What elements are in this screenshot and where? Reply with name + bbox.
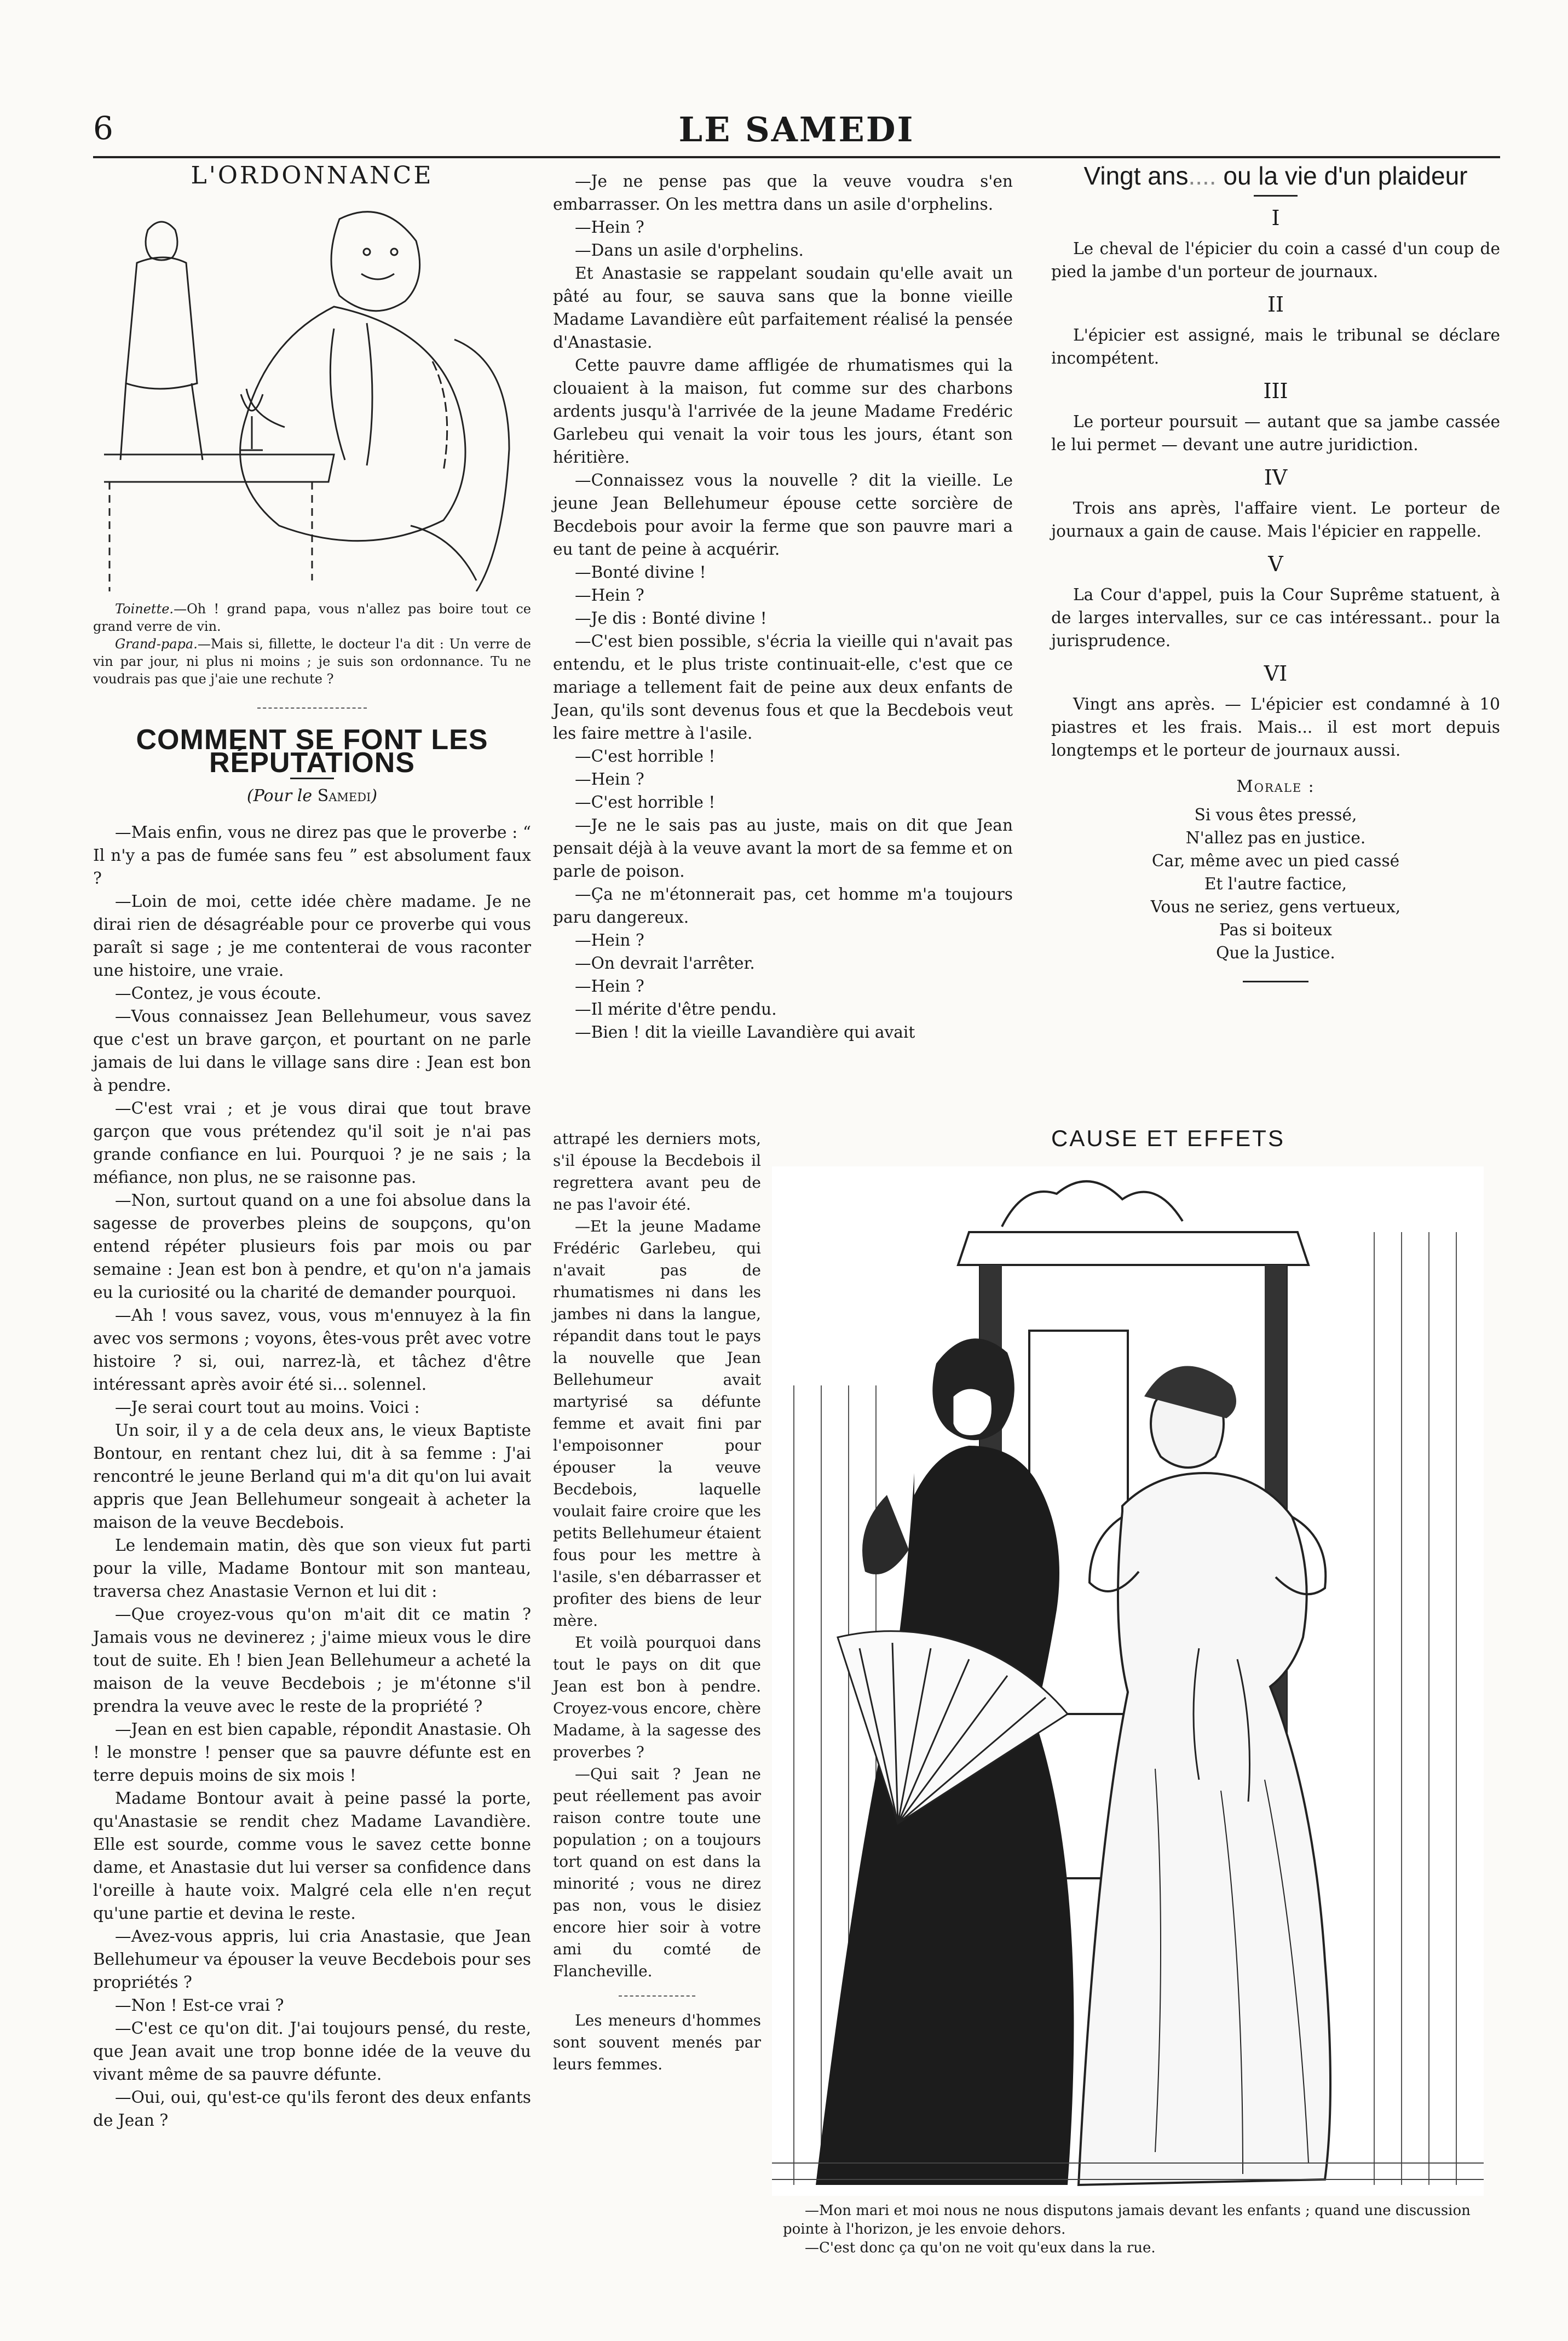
ordonnance-caption — [93, 600, 531, 688]
reputations-byline: (Pour le Samedi) — [246, 786, 378, 806]
caption-speaker-2: Grand-papa. — [115, 636, 198, 652]
paragraph: —Ça ne m'étonnerait pas, cet homme m'a toujours paru dangereux. — [553, 885, 1013, 927]
caption-speaker-1: Toinette. — [115, 601, 174, 617]
caption-line-2: —C'est donc ça qu'on ne voit qu'eux dans la rue. — [805, 2240, 1156, 2256]
reputations-heading: COMMENT SE FONT LES RÉPUTATIONS — [136, 724, 488, 779]
cause-caption — [783, 2201, 1489, 2257]
paragraph: —Oui, oui, qu'est-ce qu'ils feront des deux enfants de Jean ? — [93, 2088, 531, 2130]
section-text: Le porteur poursuit — autant que sa jambe cassée le lui permet — devant une autre juridiction. — [1051, 412, 1500, 454]
morale-label: Morale : — [1236, 777, 1315, 796]
cause-illustration — [772, 1166, 1484, 2196]
section-text: L'épicier est assigné, mais le tribunal se déclare incompétent. — [1051, 326, 1500, 367]
section-text: Vingt ans après. — L'épicier est condamné à 10 piastres et les frais. Mais... il est mort depuis longtemps et le porteur de journaux aussi. — [1051, 695, 1500, 760]
paragraph: —Hein ? — [575, 586, 644, 605]
paragraph: Et Anastasie se rappelant soudain qu'elle avait un pâté au four, se sauva sans que la bonne vieille Madame Lavandière eût parfaitement réalisé la pensée d'Anastasie. — [553, 264, 1013, 352]
paragraph: —Mais enfin, vous ne direz pas que le proverbe : “ Il n'y a pas de fumée sans feu ” est absolument faux ? — [93, 823, 531, 888]
paragraph: —C'est bien possible, s'écria la vieille qui n'avait pas entendu, et le plus triste continuait-elle, c'est que ce mariage a tellement fait de peine aux deux enfants de Jean, qu'ils sont devenus fous et que la Becdebois veut les faire mettre à l'asile. — [553, 632, 1013, 743]
paragraph: Le lendemain matin, dès que son vieux fut parti pour la ville, Madame Bontour mit son manteau, traversa chez Anastasie Vernon et lui dit : — [93, 1536, 531, 1601]
paragraph: —Avez-vous appris, lui cria Anastasie, que Jean Bellehumeur va épouser la veuve Becdebois pour ses propriétés ? — [93, 1927, 531, 1992]
column-right — [1051, 164, 1500, 982]
section-text: Le cheval de l'épicier du coin a cassé d'un coup de pied la jambe d'un porteur de journaux. — [1051, 239, 1500, 281]
section-divider — [1243, 981, 1308, 982]
section-text: Trois ans après, l'affaire vient. Le porteur de journaux a gain de cause. Mais l'épicier en rappelle. — [1051, 499, 1500, 540]
paragraph: —Je serai court tout au moins. Voici : — [115, 1398, 420, 1417]
paragraph: —Je ne le sais pas au juste, mais on dit que Jean pensait déjà à la veuve avant la mort de sa femme et on parle de poison. — [553, 816, 1013, 881]
section-numeral: I — [1271, 206, 1280, 230]
verse-line: Car, même avec un pied cassé — [1151, 852, 1400, 870]
section-numeral: IV — [1264, 465, 1288, 490]
verse-line: Vous ne seriez, gens vertueux, — [1150, 898, 1401, 916]
paragraph: —C'est horrible ! — [575, 793, 716, 812]
paragraph: —Dans un asile d'orphelins. — [575, 241, 804, 260]
paragraph: —Connaissez vous la nouvelle ? dit la vieille. Le jeune Jean Bellehumeur épouse cette sorcière de Becdebois pour avoir la ferme que son pauvre mari a eu tant de peine à acquérir. — [553, 471, 1013, 559]
paragraph: —Hein ? — [575, 977, 644, 996]
paragraph: —Non, surtout quand on a une foi absolue dans la sagesse de proverbes pleins de soupçons, qu'on entend répéter plusieurs fois par mois ou par semaine : Jean est bon à pendre, et qu'on n'a jamais eu la curiosité ou la charité de demander pourquoi. — [93, 1191, 531, 1302]
paragraph: —Ah ! vous savez, vous, vous m'ennuyez à la fin avec vos sermons ; voyons, êtes-vous prêt avec votre histoire ? si, oui, narrez-là, et tâchez d'être intéressant après avoir été si... solennel. — [93, 1306, 531, 1394]
paragraph: —Bonté divine ! — [575, 563, 706, 582]
engraving-two-women-with-fan-icon — [772, 1166, 1484, 2196]
morale-verse — [1051, 803, 1500, 964]
verse-line: Si vous êtes pressé, — [1194, 806, 1357, 824]
paragraph: —C'est vrai ; et je vous dirai que tout brave garçon que vous prétendez qu'il soit je n'ai pas grande confiance en lui. Pourquoi ? je ne sais ; la méfiance, non plus, ne se raisonne pas. — [93, 1099, 531, 1187]
paragraph: —Et la jeune Madame Frédéric Garlebeu, qui n'avait pas de rhumatismes ni dans les jambes ni dans la langue, répandit dans tout le pays la nouvelle que Jean Bellehumeur avait martyrisé sa défunte femme et avait fini par l'empoisonner pour épouser la veuve Becdebois, laquelle voulait faire croire que les petits Bellehumeur étaient fous pour les mettre à l'asile, s'en débarrasser et profiter des biens de leur mère. — [553, 1217, 761, 1630]
paragraph: —Je dis : Bonté divine ! — [575, 609, 767, 628]
section-divider — [257, 708, 367, 709]
paragraph: Et voilà pourquoi dans tout le pays on dit que Jean est bon à pendre. Croyez-vous encore, chère Madame, à la sagesse des proverbes ? — [553, 1633, 761, 1761]
page-header — [93, 110, 1500, 153]
paragraph: —Je ne pense pas que la veuve voudra s'en embarrasser. On les mettra dans un asile d'orphelins. — [553, 172, 1013, 214]
column-left — [93, 164, 531, 2132]
paragraph: —Jean en est bien capable, répondit Anastasie. Oh ! le monstre ! penser que sa pauvre défunte est en terre depuis moins de six mois ! — [93, 1720, 531, 1785]
paragraph: —Hein ? — [575, 770, 644, 789]
paragraph: —Contez, je vous écoute. — [115, 984, 321, 1003]
caption-line-1: —Mon mari et moi nous ne nous disputons jamais devant les enfants ; quand une discussion pointe à l'horizon, je les envoie dehors. — [783, 2202, 1471, 2238]
heading-rule — [1254, 195, 1298, 197]
header-rule — [93, 156, 1500, 158]
paragraph: —Bien ! dit la vieille Lavandière qui avait — [575, 1023, 915, 1042]
caption-line-1: Toinette.—Oh ! grand papa, vous n'allez pas boire tout ce grand verre de vin. — [93, 601, 531, 634]
ordonnance-illustration — [104, 197, 520, 591]
verse-line: Que la Justice. — [1216, 944, 1335, 962]
reputations-col1-text — [93, 821, 531, 2132]
paragraph: attrapé les derniers mots, s'il épouse la Becdebois il regrettera avant peu de ne pas l'avoir été. — [553, 1130, 761, 1213]
paragraph: —C'est horrible ! — [575, 747, 716, 766]
paragraph: —Hein ? — [575, 218, 644, 237]
verse-line: Pas si boiteux — [1219, 921, 1333, 939]
column-middle-narrow — [553, 1128, 761, 2075]
journal-title: LE SAMEDI — [678, 110, 915, 149]
paragraph: —Hein ? — [575, 931, 644, 950]
column-middle — [553, 170, 1013, 1044]
plaideur-heading: Vingt ans.... ou la vie d'un plaideur — [1083, 162, 1468, 190]
section-divider — [619, 1995, 695, 1997]
paragraph: Madame Bontour avait à peine passé la porte, qu'Anastasie se rendit chez Madame Lavandière. Elle est sourde, comme vous le savez cette bonne dame, et Anastasie dut lui verser sa confidence dans l'oreille à haute voix. Malgré cela elle n'en reçut qu'une partie et devina le reste. — [93, 1789, 531, 1923]
paragraph: Un soir, il y a de cela deux ans, le vieux Baptiste Bontour, en rentant chez lui, dit à sa femme : J'ai rencontré le jeune Berland qui m'a dit qu'on lui avait appris que Jean Bellehumeur songeait à acheter la maison de la veuve Becdebois. — [93, 1421, 531, 1532]
ordonnance-heading: L'ORDONNANCE — [191, 162, 434, 189]
page-number: 6 — [93, 110, 113, 147]
paragraph: —C'est ce qu'on dit. J'ai toujours pensé, du reste, que Jean avait une trop bonne idée de la veuve du vivant même de sa pauvre défunte. — [93, 2019, 531, 2084]
paragraph: —Il mérite d'être pendu. — [575, 1000, 777, 1019]
paragraph: —Qui sait ? Jean ne peut réellement pas avoir raison contre toute une population ; on a toujours tort quand on est dans la minorité ; vous ne direz pas non, vous le disiez encore hier soir à votre ami du comté de Flancheville. — [553, 1765, 761, 1980]
paragraph: —Loin de moi, cette idée chère madame. Je ne dirai rien de désagréable pour ce proverbe qui vous paraît si sage ; je me contenterai de vous raconter une histoire, une vraie. — [93, 892, 531, 980]
verse-line: N'allez pas en justice. — [1185, 829, 1366, 847]
paragraph: —Que croyez-vous qu'on m'ait dit ce matin ? Jamais vous ne devinerez ; j'aime mieux vous le dire tout de suite. Eh ! bien Jean Bellehumeur a acheté la maison de la veuve Becdebois ; je m'étonne s'il prendra la veuve avec le reste de la propriété ? — [93, 1605, 531, 1716]
section-numeral: VI — [1264, 662, 1288, 686]
section-numeral: III — [1263, 379, 1288, 403]
section-numeral: II — [1267, 292, 1284, 317]
maxim: Les meneurs d'hommes sont souvent menés par leurs femmes. — [553, 2011, 761, 2073]
caption-line-2: Grand-papa.—Mais si, fillette, le docteur l'a dit : Un verre de vin par jour, ni plus ni moins ; je suis son ordonnance. Tu ne voudrais pas que j'aie une rechute ? — [93, 636, 531, 687]
section-text: La Cour d'appel, puis la Cour Suprême statuent, à de larges intervalles, sur ce cas intéressant.. pour la jurisprudence. — [1051, 585, 1500, 650]
verse-line: Et l'autre factice, — [1204, 875, 1347, 893]
paragraph: Cette pauvre dame affligée de rhumatismes qui la clouaient à la maison, fut comme sur des charbons ardents jusqu'à l'arrivée de la jeune Madame Fredéric Garlebeu qui venait la voir tous les jours, étant son héritière. — [553, 356, 1013, 467]
sketch-grandfather-and-girl-icon — [104, 197, 520, 591]
paragraph: —Vous connaissez Jean Bellehumeur, vous savez que c'est un brave garçon, et pourtant on ne parle jamais de lui dans le village sans dire : Jean est bon à pendre. — [93, 1007, 531, 1095]
paragraph: —Non ! Est-ce vrai ? — [115, 1996, 284, 2015]
section-numeral: V — [1268, 552, 1283, 576]
paragraph: —On devrait l'arrêter. — [575, 954, 755, 973]
cause-heading: CAUSE ET EFFETS — [1051, 1125, 1285, 1151]
